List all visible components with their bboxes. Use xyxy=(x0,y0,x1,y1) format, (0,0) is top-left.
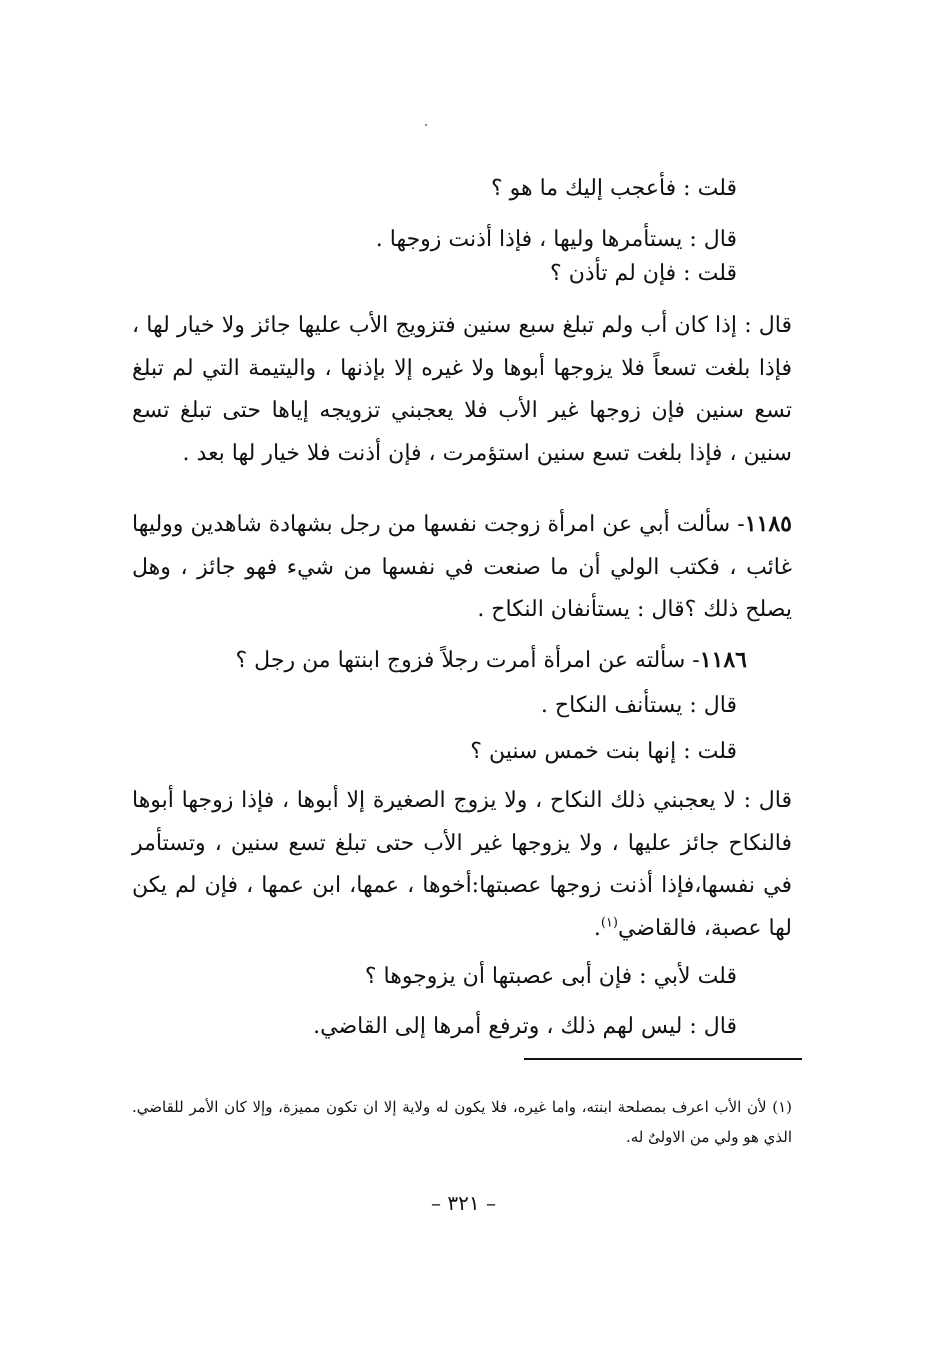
answer-text-end: . xyxy=(593,915,601,941)
footnote-reference: (١) xyxy=(600,915,618,931)
question-line: قلت لأبي : فإن أبى عصبتها أن يزوجوها ؟ xyxy=(364,964,737,989)
answer-line: قال : ليس لهم ذلك ، وترفع أمرها إلى القاضي. xyxy=(313,1014,737,1039)
item-number: ١١٨٦ xyxy=(699,647,747,673)
answer-paragraph: قال : إذا كان أب ولم تبلغ سبع سنين فتزويج الأب عليها جائز ولا خيار لها ، فإذا بلغت تسعاً فلا يزوجها أبوها ولا غيره إلا بإذنها ، واليتيمة التي لم تبلغ تسع سنين فإن زوجها غير الأب فلا يعجبني تزويجه إياها حتى تبلغ تسع سنين ، فإذا بلغت تسع سنين استؤمرت ، فإن أذنت فلا خيار لها بعد . xyxy=(132,313,792,466)
item-1185-paragraph xyxy=(132,503,792,632)
print-speck xyxy=(425,124,427,126)
item-text: - سألت أبي عن امرأة زوجت نفسها من رجل بشهادة شاهدين ووليها غائب ، فكتب الولي أن ما صنعت في نفسها من شيء فهو جائز ، وهل يصلح ذلك ؟قال : يستأنفان النكاح . xyxy=(132,512,792,622)
item-1186-question xyxy=(236,643,747,678)
answer-paragraph xyxy=(132,780,792,950)
footnote: (١) لأن الأب اعرف بمصلحة ابنته، واما غيره، فلا يكون له ولاية إلا ان تكون مميزة، وإلا كان الأمر للقاضي. الذي هو ولي من الاولىٌ له. xyxy=(132,1098,792,1146)
footnote-separator xyxy=(524,1058,802,1060)
question-line: قلت : فأعجب إليك ما هو ؟ xyxy=(490,176,737,201)
item-number: ١١٨٥ xyxy=(744,511,792,537)
answer-text: قال : لا يعجبني ذلك النكاح ، ولا يزوج الصغيرة إلا أبوها ، فإذا زوجها أبوها فالنكاح جائز عليها ، ولا يزوجها غير الأب حتى تبلغ تسع سنين ، وتستأمر في نفسها،فإذا أذنت زوجها عصبتها:أخوها ، عمها، ابن عمها ، فإن لم يكن لها عصبة، فالقاضي xyxy=(132,788,792,941)
question-line: قلت : فإن لم تأذن ؟ xyxy=(550,261,737,286)
answer-line: قال : يستأنف النكاح . xyxy=(540,693,737,718)
page-number: – ٣٢١ – xyxy=(431,1191,496,1215)
question-line: قلت : إنها بنت خمس سنين ؟ xyxy=(470,739,737,764)
item-text: - سألته عن امرأة أمرت رجلاً فزوج ابنتها من رجل ؟ xyxy=(235,648,700,673)
answer-line: قال : يستأمرها وليها ، فإذا أذنت زوجها . xyxy=(375,227,737,252)
